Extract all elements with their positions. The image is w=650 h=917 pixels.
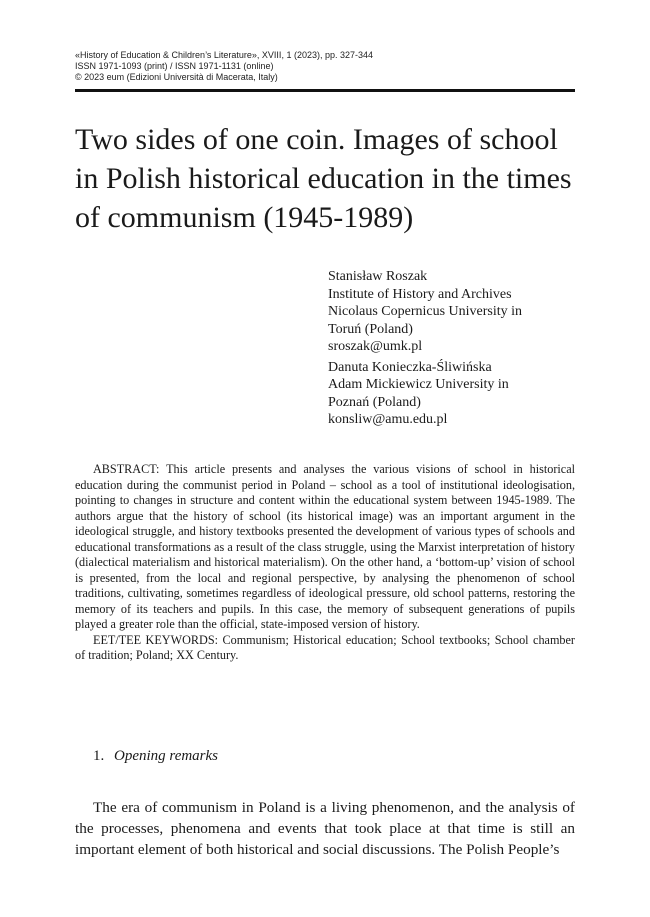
header-rule xyxy=(75,89,575,92)
author-affiliation: Poznań (Poland) xyxy=(328,394,421,410)
title-line-3: of communism (1945-1989) xyxy=(75,201,414,234)
section-heading xyxy=(93,747,218,765)
title-line-2: in Polish historical education in the times xyxy=(75,162,572,195)
keywords-text: EET/TEE KEYWORDS: Communism; Historical education; School textbooks; School chamber of tradition; Poland; XX Century. xyxy=(75,632,575,662)
copyright-line: © 2023 eum (Edizioni Università di Macerata, Italy) xyxy=(75,72,278,82)
author-2 xyxy=(328,359,588,429)
author-name: Danuta Konieczka-Śliwińska xyxy=(328,359,492,375)
journal-header xyxy=(75,50,575,83)
body-paragraph: The era of communism in Poland is a living phenomenon, and the analysis of the processes, phenomena and events that took place at that time is still an important element of both historical and social discussions. The Polish People’s xyxy=(75,799,575,858)
author-email[interactable]: konsliw@amu.edu.pl xyxy=(328,412,448,427)
author-affiliation: Nicolaus Copernicus University in xyxy=(328,304,523,319)
article-title xyxy=(75,120,595,237)
section-number: 1. xyxy=(93,748,105,764)
author-affiliation: Adam Mickiewicz University in xyxy=(328,377,509,392)
issn-line: ISSN 1971-1093 (print) / ISSN 1971-1131 (online) xyxy=(75,61,274,71)
section-title: Opening remarks xyxy=(114,748,219,764)
abstract-section xyxy=(75,462,575,664)
author-list xyxy=(328,268,588,432)
author-affiliation: Institute of History and Archives xyxy=(328,286,512,302)
author-1 xyxy=(328,268,588,356)
citation-line: «History of Education & Children’s Literature», XVIII, 1 (2023), pp. 327-344 xyxy=(75,50,374,60)
author-email[interactable]: sroszak@umk.pl xyxy=(328,339,423,354)
title-line-1: Two sides of one coin. Images of school xyxy=(75,123,558,156)
author-affiliation: Toruń (Poland) xyxy=(328,321,413,337)
author-name: Stanisław Roszak xyxy=(328,269,428,284)
abstract-text: ABSTRACT: This article presents and analyses the various visions of school in historical education during the communist period in Poland – school as a tool of institutional ideologisation, pointing to changes in structure and content within the educational system between 1945-1989. The authors argue that the history of school (its historical image) was an important argument in the ideological struggle, and history textbooks presented the development of various types of schools and educational transformations as a result of the class struggle, using the Marxist interpretation of history (dialectical materialism and historical materialism). On the other hand, a ‘bottom-up’ vision of school is presented, from the local and regional perspective, by analysing the phenomenon of school traditions, cultivating, sometimes regardless of ideological pressure, old school patterns, restoring the memory of its teachers and pupils. In this case, the memory of subsequent generations of pupils played a greater role than the official, state-imposed version of history. xyxy=(75,462,575,631)
